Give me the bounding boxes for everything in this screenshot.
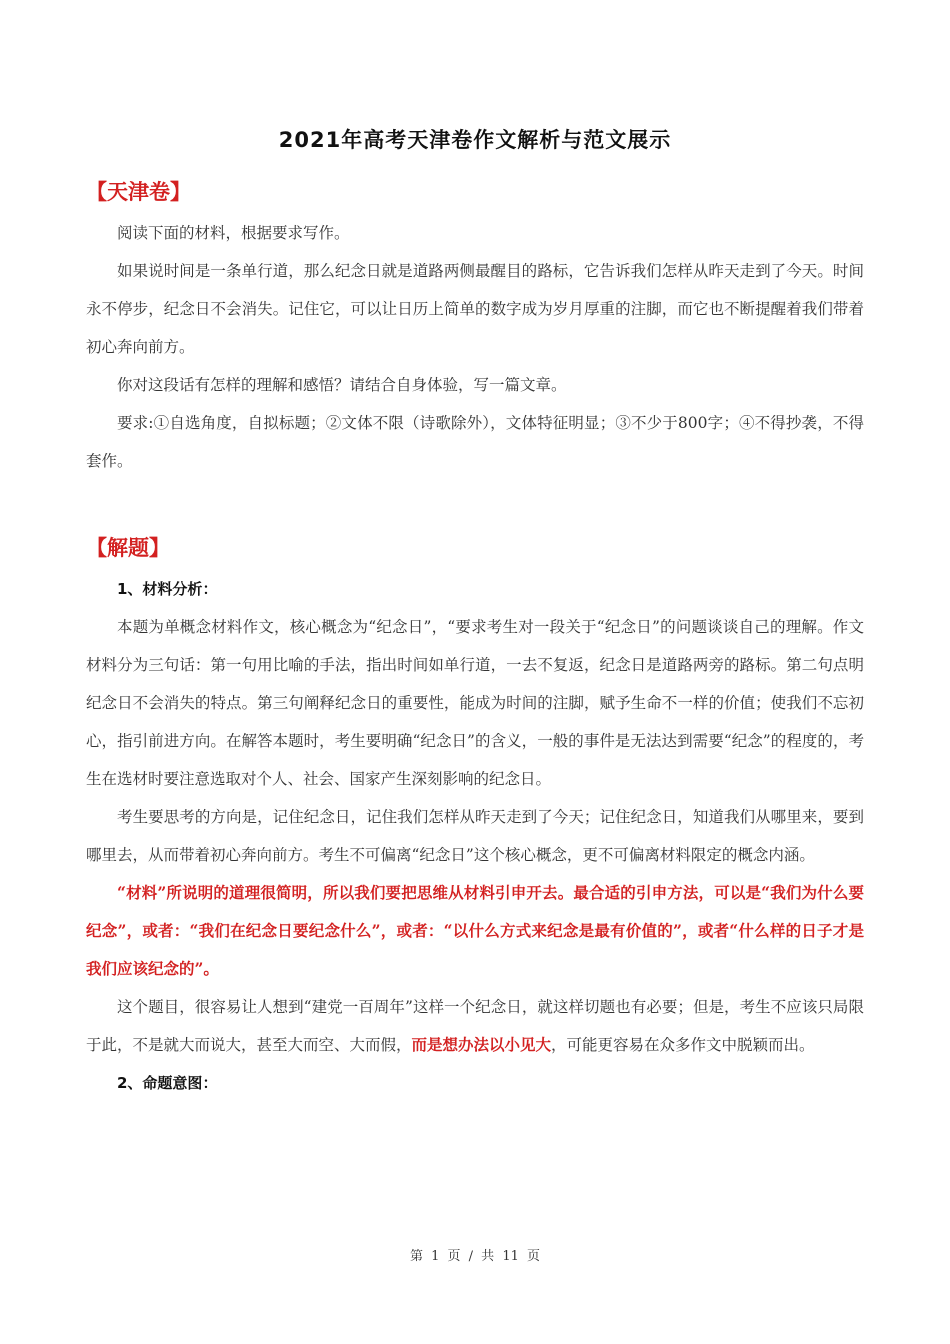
analysis-block bbox=[86, 570, 864, 1102]
document-title: 2021年高考天津卷作文解析与范文展示 bbox=[278, 128, 672, 152]
section-heading-tianjin: 【天津卷】 bbox=[86, 180, 191, 204]
analysis-paragraph-2: 考生要思考的方向是，记住纪念日，记住我们怎样从昨天走到了今天；记住纪念日，知道我们从哪里来，要到哪里去，从而带着初心奔向前方。考生不可偏离“纪念日”这个核心概念，更不可偏离材料限定的概念内涵。 bbox=[86, 808, 864, 864]
prompt-question: 你对这段话有怎样的理解和感悟？请结合自身体验，写一篇文章。 bbox=[117, 376, 567, 394]
prompt-block bbox=[86, 214, 864, 480]
subheading-intent: 2、命题意图： bbox=[117, 1074, 218, 1092]
highlight-phrase: 而是想办法以小见大 bbox=[411, 1035, 552, 1054]
section-heading-analysis: 【解题】 bbox=[86, 536, 170, 560]
page-number: 第 1 页 / 共 11 页 bbox=[410, 1249, 540, 1264]
analysis-paragraph-1: 本题为单概念材料作文，核心概念为“纪念日”，“要求考生对一段关于“纪念日”的问题谈谈自己的理解。作文材料分为三句话：第一句用比喻的手法，指出时间如单行道，一去不复返，纪念日是道路两旁的路标。第二句点明纪念日不会消失的特点。第三句阐释纪念日的重要性，能成为时间的注脚，赋予生命不一样的价值；使我们不忘初心，指引前进方向。在解答本题时，考生要明确“纪念日”的含义，一般的事件是无法达到需要“纪念”的程度的，考生在选材时要注意选取对个人、社会、国家产生深刻影响的纪念日。 bbox=[86, 618, 864, 788]
analysis-paragraph-highlight: “材料”所说明的道理很简明，所以我们要把思维从材料引申开去。最合适的引申方法，可以是“我们为什么要纪念”，或者：“我们在纪念日要纪念什么”，或者：“以什么方式来纪念是最有价值的”，或者“什么样的日子才是我们应该纪念的”。 bbox=[86, 883, 864, 978]
prompt-requirements: 要求:①自选角度，自拟标题；②文体不限（诗歌除外），文体特征明显；③不少于800字；④不得抄袭，不得套作。 bbox=[86, 414, 864, 470]
analysis-paragraph-4: 这个题目，很容易让人想到“建党一百周年”这样一个纪念日，就这样切题也有必要；但是，考生不应该只局限于此，不是就大而说大，甚至大而空、大而假，而是想办法以小见大，可能更容易在众多作文中脱颖而出。 bbox=[86, 998, 864, 1054]
subheading-material-analysis: 1、材料分析： bbox=[117, 580, 218, 598]
prompt-instruction: 阅读下面的材料，根据要求写作。 bbox=[117, 224, 350, 242]
prompt-material: 如果说时间是一条单行道，那么纪念日就是道路两侧最醒目的路标，它告诉我们怎样从昨天走到了今天。时间永不停步，纪念日不会消失。记住它，可以让日历上简单的数字成为岁月厚重的注脚，而它也不断提醒着我们带着初心奔向前方。 bbox=[86, 262, 864, 356]
